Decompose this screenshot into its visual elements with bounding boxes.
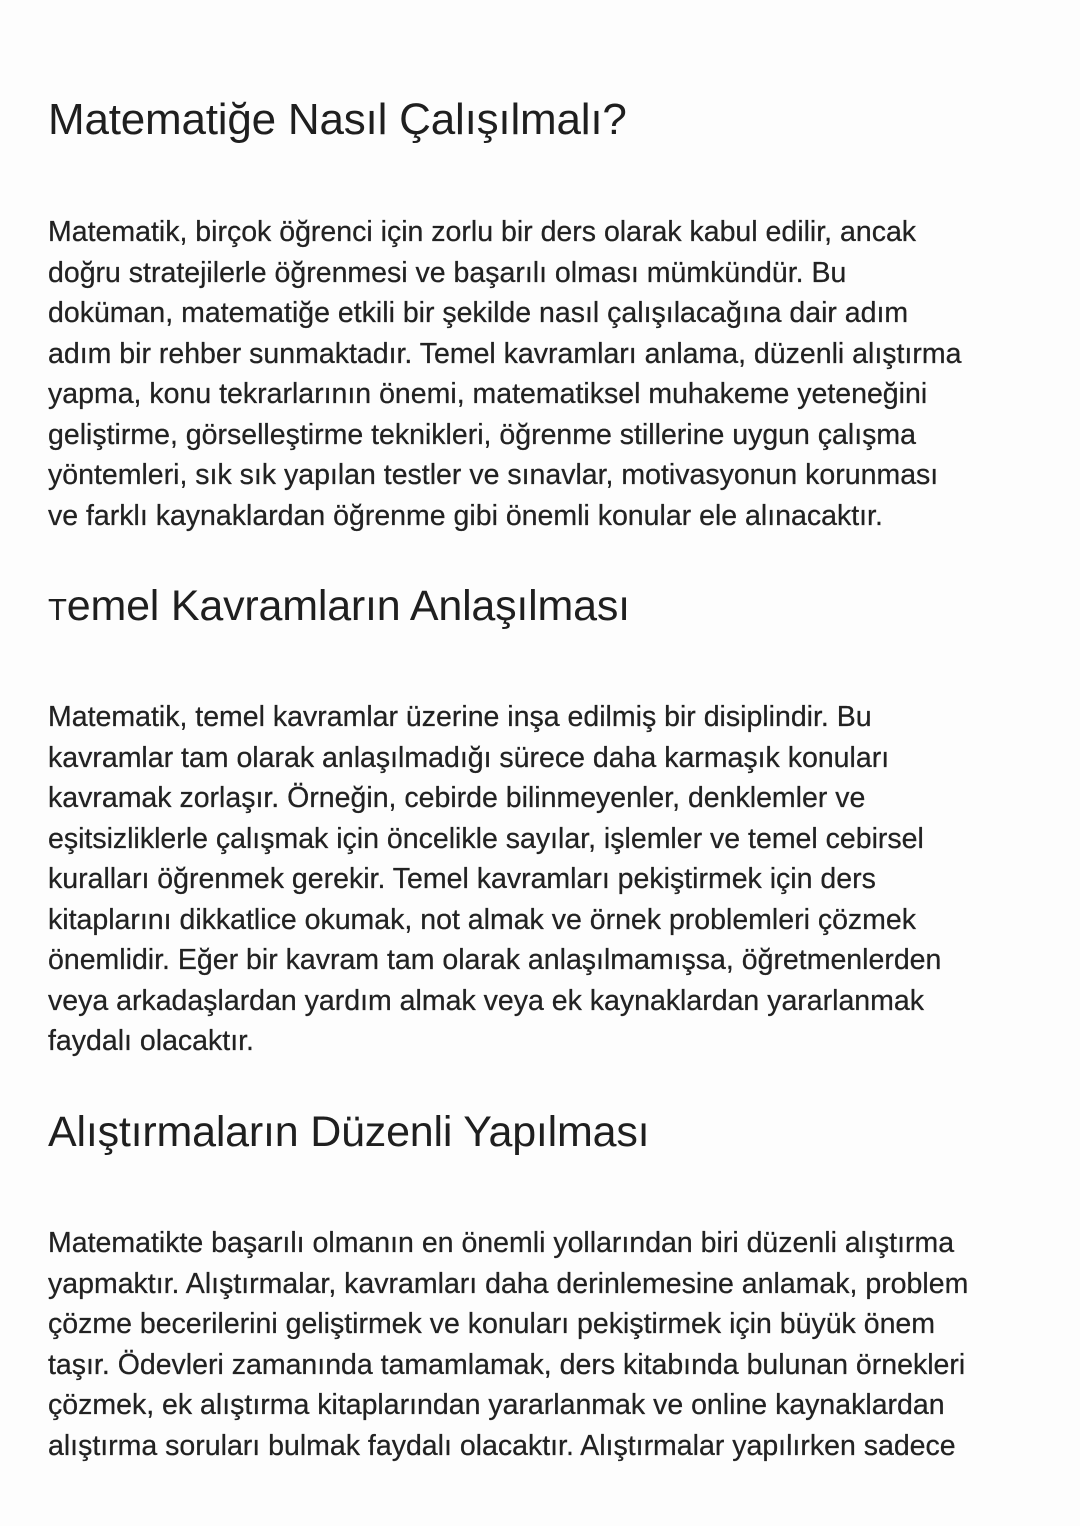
paragraph-line: kuralları öğrenmek gerekir. Temel kavramları pekiştirmek için ders: [48, 863, 876, 895]
heading-rest: emel Kavramların Anlaşılması: [66, 582, 630, 630]
paragraph-line: alıştırma soruları bulmak faydalı olacaktır. Alıştırmalar yapılırken sadece: [48, 1429, 956, 1462]
paragraph-line: yapma, konu tekrarlarının önemi, matematiksel muhakeme yeteneğini: [48, 378, 928, 410]
paragraph-line: taşır. Ödevleri zamanında tamamlamak, ders kitabında bulunan örnekleri: [48, 1348, 966, 1381]
paragraph-line: eşitsizliklerle çalışmak için öncelikle sayılar, işlemler ve temel cebirsel: [48, 822, 924, 855]
paragraph-line: doküman, matematiğe etkili bir şekilde nasıl çalışılacağına dair adım: [48, 297, 909, 329]
paragraph-line: kitaplarını dikkatlice okumak, not almak ve örnek problemleri çözmek: [48, 903, 917, 936]
paragraph-line: önemlidir. Eğer bir kavram tam olarak anlaşılmamışsa, öğretmenlerden: [48, 944, 942, 976]
paragraph-line: yapmaktır. Alıştırmalar, kavramları daha derinlemesine anlamak, problem: [48, 1267, 969, 1300]
paragraph-line: adım bir rehber sunmaktadır. Temel kavramları anlama, düzenli alıştırma: [48, 337, 962, 370]
paragraph-line: kavramak zorlaşır. Örneğin, cebirde bilinmeyenler, denklemler ve: [48, 782, 866, 814]
heading-first-letter: T: [48, 592, 67, 627]
page-title: Matematiğe Nasıl Çalışılmalı?: [48, 95, 627, 144]
paragraph-line: yöntemleri, sık sık yapılan testler ve sınavlar, motivasyonun korunması: [48, 459, 939, 491]
paragraph-line: Matematik, birçok öğrenci için zorlu bir ders olarak kabul edilir, ancak: [48, 216, 917, 248]
paragraph-line: Matematikte başarılı olmanın en önemli yollarından biri düzenli alıştırma: [48, 1227, 955, 1259]
section-heading-temel-kavramlar: [48, 578, 630, 638]
paragraph-line: çözme becerilerini geliştirmek ve konuları pekiştirmek için büyük önem: [48, 1308, 936, 1340]
paragraph-line: geliştirme, görselleştirme teknikleri, öğrenme stillerine uygun çalışma: [48, 418, 916, 451]
paragraph-line: çözmek, ek alıştırma kitaplarından yararlanmak ve online kaynaklardan: [48, 1389, 945, 1421]
paragraph-line: veya arkadaşlardan yardım almak veya ek kaynaklardan yararlanmak: [48, 984, 924, 1017]
intro-paragraph: [48, 212, 1038, 536]
paragraph-line: ve farklı kaynaklardan öğrenme gibi önemli konular ele alınacaktır.: [48, 499, 883, 532]
section-paragraph-temel-kavramlar: [48, 697, 1038, 1062]
paragraph-line: faydalı olacaktır.: [48, 1025, 254, 1057]
paragraph-line: Matematik, temel kavramlar üzerine inşa edilmiş bir disiplindir. Bu: [48, 701, 872, 733]
section-heading-alistirmalar: Alıştırmaların Düzenli Yapılması: [48, 1108, 650, 1156]
paragraph-line: kavramlar tam olarak anlaşılmadığı sürece daha karmaşık konuları: [48, 741, 890, 774]
paragraph-line: doğru stratejilerle öğrenmesi ve başarılı olması mümkündür. Bu: [48, 256, 847, 289]
section-paragraph-alistirmalar: [48, 1223, 1038, 1466]
